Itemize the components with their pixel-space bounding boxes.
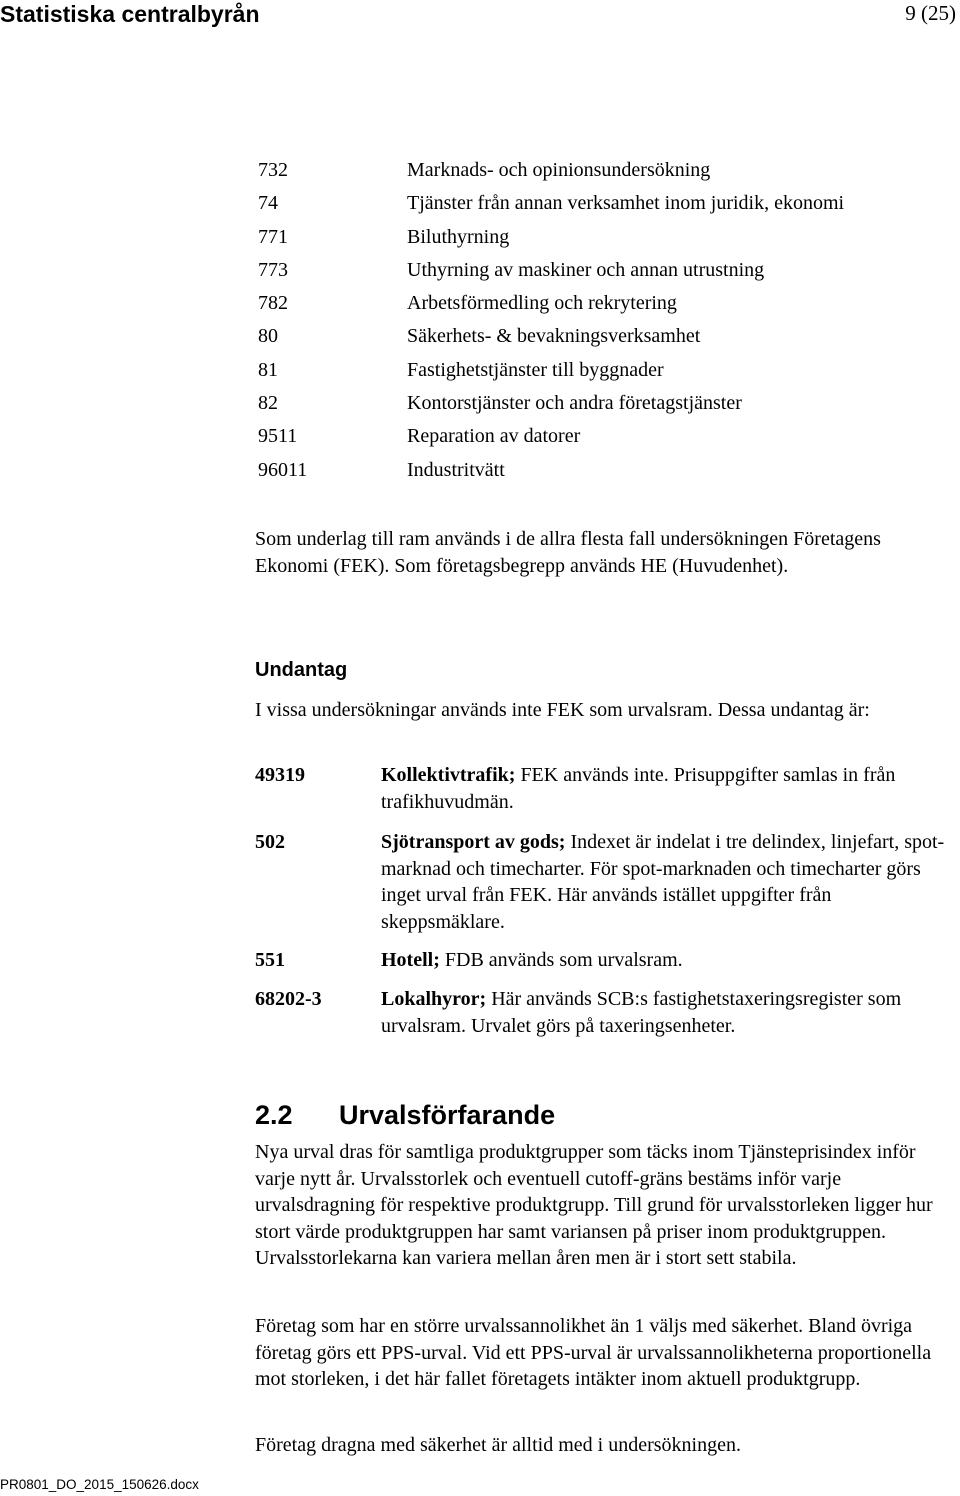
exception-item (255, 829, 955, 935)
code-row (258, 157, 948, 190)
industry-code: 773 (258, 258, 288, 281)
exception-code: 49319 (255, 764, 305, 786)
exception-term: Lokalhyror; (381, 988, 487, 1010)
footer-filename: PR0801_DO_2015_150626.docx (0, 1477, 199, 1492)
industry-code-list (258, 157, 948, 490)
code-row (258, 290, 948, 323)
organization-name: Statistiska centralbyrån (0, 1, 260, 27)
section-heading (255, 1099, 555, 1131)
exception-description (381, 947, 955, 974)
exception-item (255, 947, 955, 974)
code-row (258, 357, 948, 390)
exception-item (255, 986, 955, 1039)
code-row (258, 423, 948, 456)
industry-code: 81 (258, 358, 278, 381)
section-paragraph: Företag som har en större urvalssannolikhet än 1 väljs med säkerhet. Bland övriga företag görs ett PPS-urval. Vid ett PPS-urval är urvalssannolikheterna proportionella mot storleken, i det här fallet företagets intäkter inom aktuell produktgrupp. (255, 1315, 932, 1391)
exception-code: 68202-3 (255, 988, 322, 1010)
exception-term: Hotell; (381, 949, 440, 971)
section-title: Urvalsförfarande (339, 1100, 556, 1130)
industry-code: 96011 (258, 458, 308, 481)
code-row (258, 457, 948, 490)
exception-text: Här används SCB:s fastighetstaxeringsregister som urvalsram. Urvalet görs på taxeringsenheter. (381, 988, 902, 1037)
code-row (258, 257, 948, 290)
industry-label: Marknads- och opinionsundersökning (407, 159, 711, 181)
exceptions-heading: Undantag (255, 659, 348, 681)
exception-term: Kollektivtrafik; (381, 764, 516, 786)
industry-code: 771 (258, 225, 288, 248)
industry-code: 732 (258, 159, 288, 181)
industry-label: Uthyrning av maskiner och annan utrustning (407, 258, 765, 281)
industry-code: 74 (258, 192, 278, 215)
exception-text: FEK används inte. Prisuppgifter samlas in från trafikhuvudmän. (381, 764, 896, 813)
code-row (258, 190, 948, 223)
exception-description (381, 762, 955, 815)
frame-paragraph: Som underlag till ram används i de allra flesta fall undersökningen Företagens Ekonomi (FEK). Som företagsbegrepp används HE (Huvudenhet). (255, 528, 881, 577)
industry-code: 82 (258, 392, 278, 415)
exception-description (381, 829, 955, 935)
page-number: 9 (25) (905, 1, 956, 25)
industry-label: Industritvätt (407, 458, 505, 481)
industry-code: 782 (258, 292, 288, 315)
code-row (258, 323, 948, 356)
industry-label: Arbetsförmedling och rekrytering (407, 292, 677, 315)
industry-label: Kontorstjänster och andra företagstjänster (407, 392, 742, 415)
industry-label: Säkerhets- & bevakningsverksamhet (407, 325, 701, 348)
industry-label: Biluthyrning (407, 225, 510, 248)
section-paragraph: Nya urval dras för samtliga produktgrupper som täcks inom Tjänsteprisindex inför varje nytt år. Urvalsstorlek och eventuell cutoff-gräns bestäms inför varje urvalsdragning för respektive produktgrupp. Till grund för urvalsstorleken ligger hur stort värde produktgruppen har samt variansen på priser inom produktgruppen. Urvalsstorlekarna kan variera mellan åren men är i stort sett stabila. (255, 1141, 933, 1270)
exception-text: FDB används som urvalsram. (439, 949, 683, 971)
exception-code: 502 (255, 831, 285, 853)
exception-text: Indexet är indelat i tre delindex, linjefart, spot-marknad och timecharter. För spot-marknaden och timecharter görs inget urval från FEK. Här används istället uppgifter från skeppsmäklare. (381, 831, 945, 933)
exception-item (255, 762, 955, 815)
industry-label: Tjänster från annan verksamhet inom juridik, ekonomi (407, 192, 845, 215)
exception-description (381, 986, 955, 1039)
section-number: 2.2 (255, 1100, 293, 1130)
code-row (258, 224, 948, 257)
exception-code: 551 (255, 949, 285, 971)
code-row (258, 390, 948, 423)
industry-label: Fastighetstjänster till byggnader (407, 358, 664, 381)
industry-code: 9511 (258, 425, 298, 448)
section-paragraph: Företag dragna med säkerhet är alltid med i undersökningen. (255, 1434, 741, 1456)
industry-label: Reparation av datorer (407, 425, 581, 448)
exception-term: Sjötransport av gods; (381, 831, 566, 853)
industry-code: 80 (258, 325, 278, 348)
exceptions-intro: I vissa undersökningar används inte FEK som urvalsram. Dessa undantag är: (255, 699, 870, 721)
